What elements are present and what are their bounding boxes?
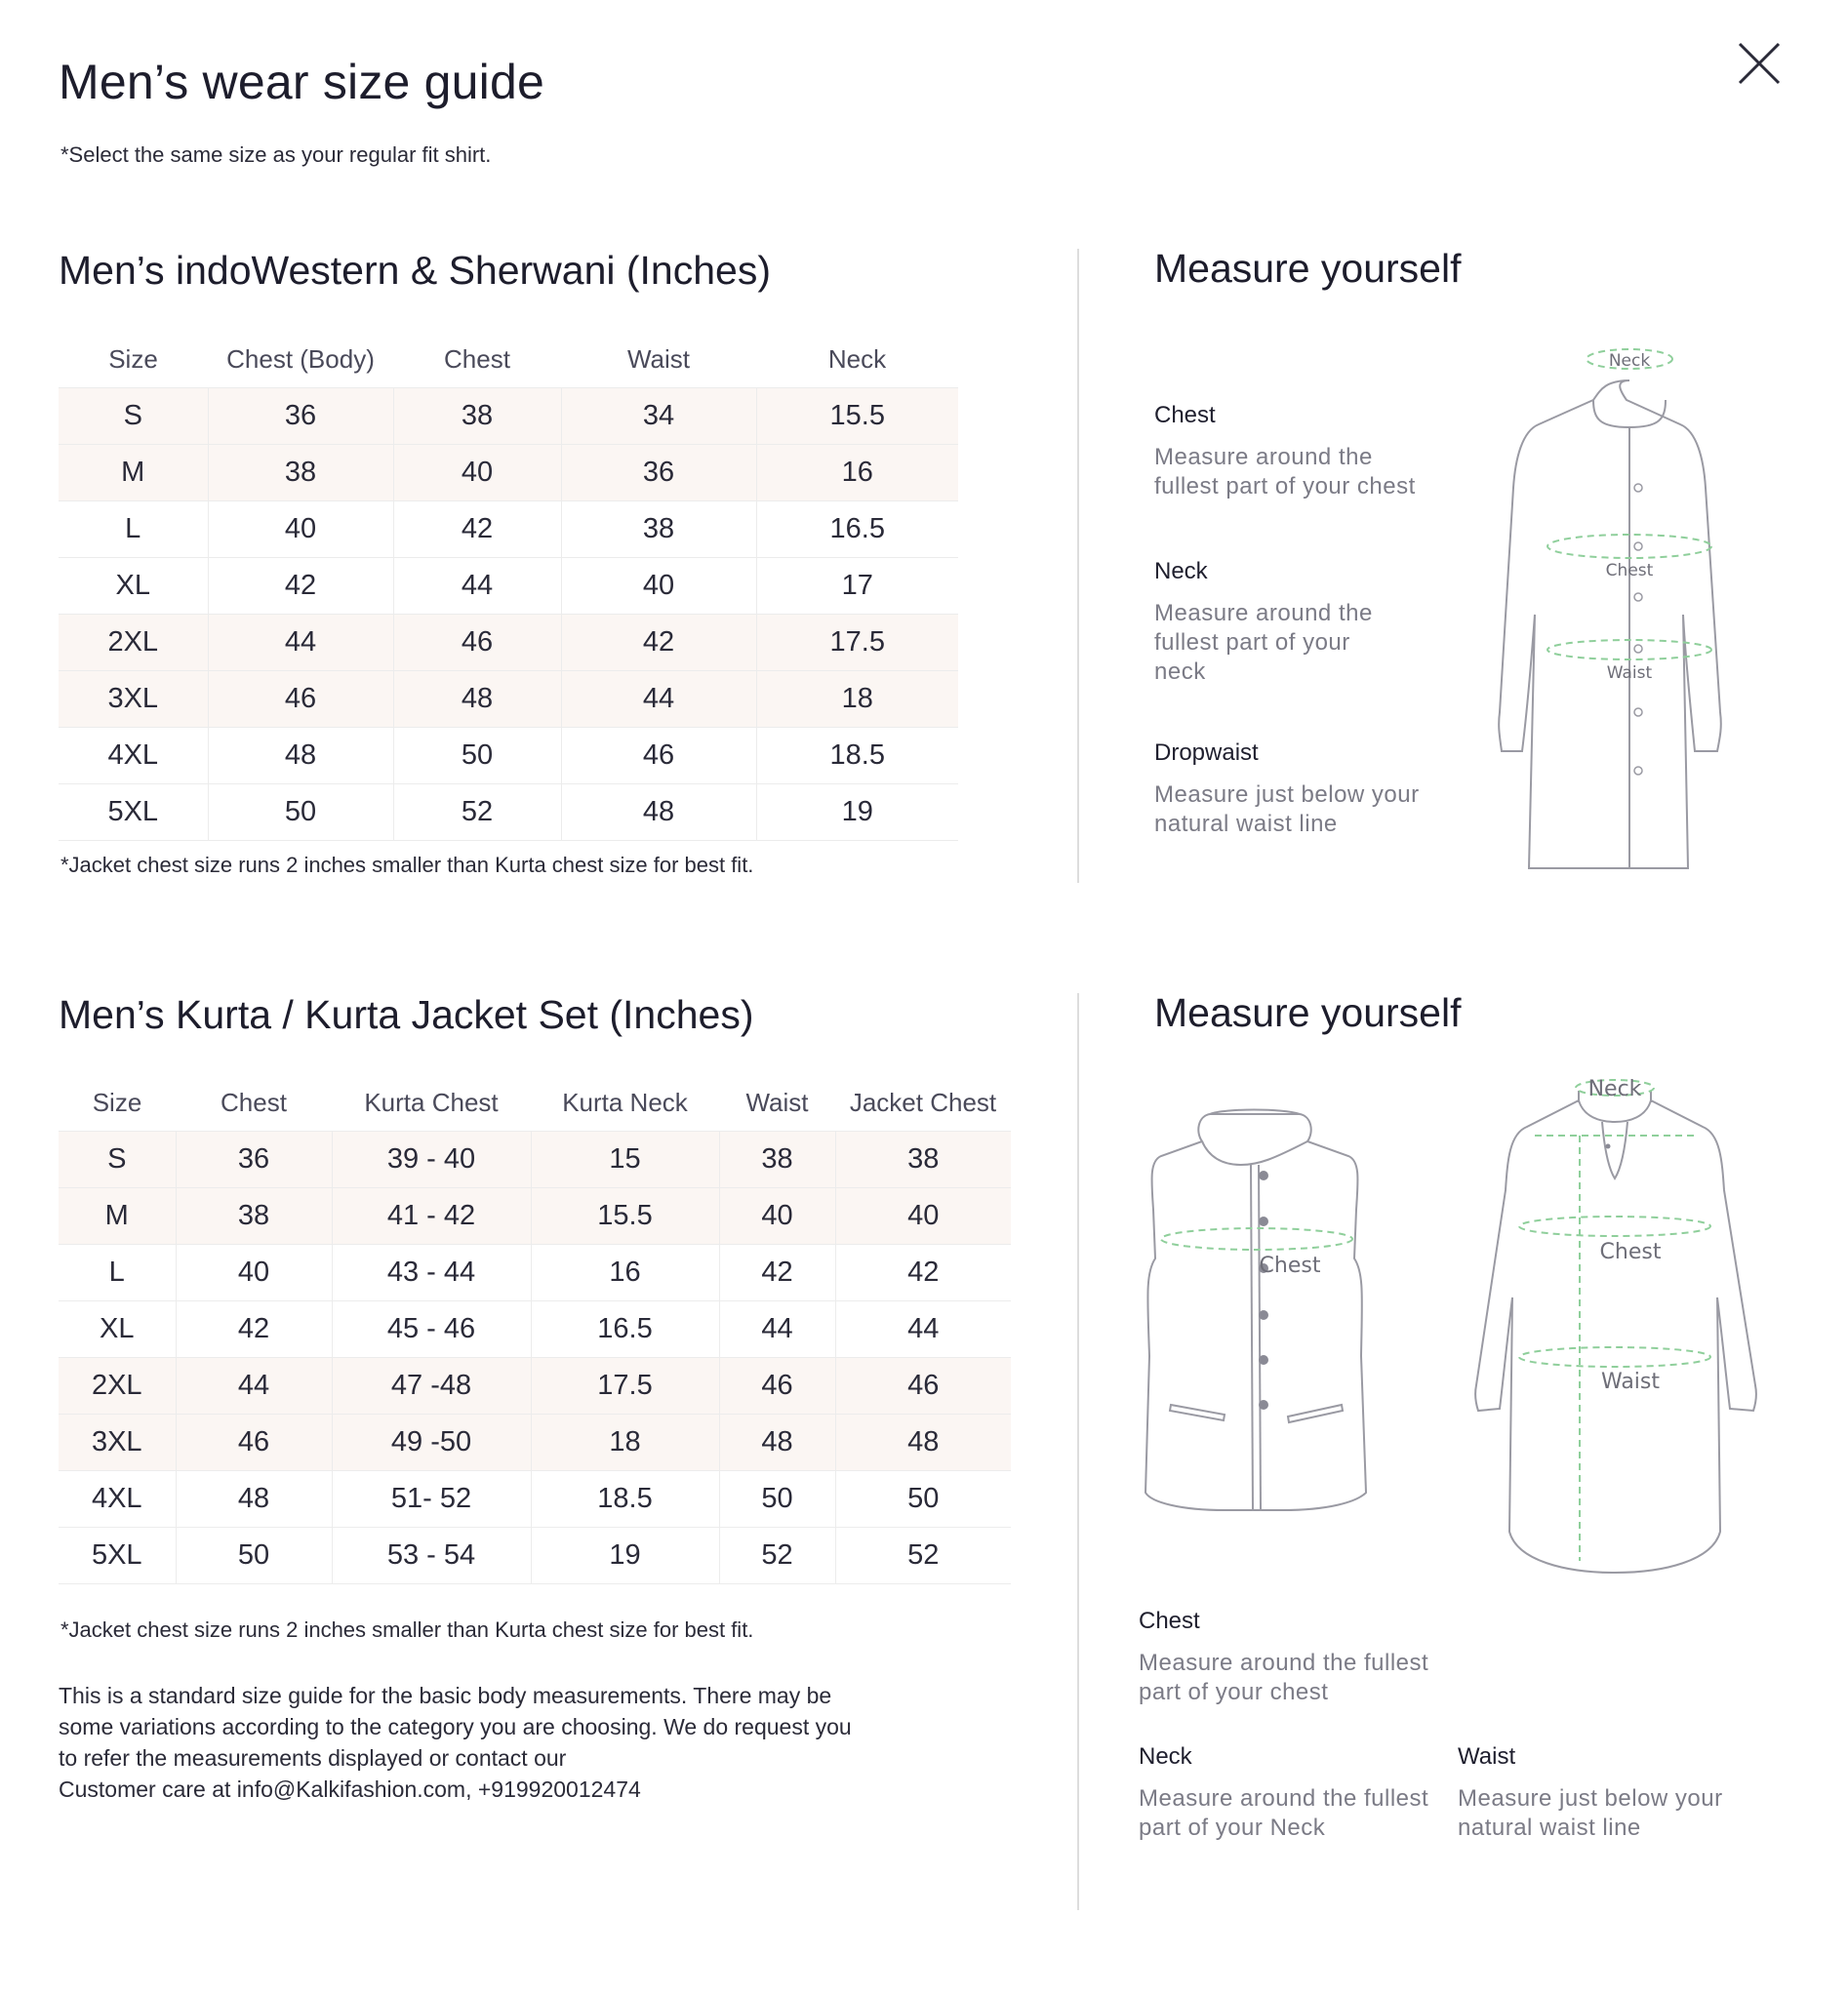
table2-row [59, 1301, 1011, 1358]
jacket-chest-text: Chest [1259, 1254, 1321, 1278]
measure1-chest-label: Chest [1154, 402, 1216, 428]
sherwani-outline [1499, 380, 1721, 868]
table1-value-cell: 42 [393, 501, 561, 558]
table2-size-cell: 5XL [59, 1528, 176, 1584]
table2-size-cell: XL [59, 1301, 176, 1358]
table2-value-cell: 19 [531, 1528, 719, 1584]
table2-value-cell: 45 - 46 [332, 1301, 531, 1358]
table1-header-cell: Size [108, 343, 158, 374]
sherwani-figure [1478, 341, 1786, 878]
table1-size-cell: L [59, 501, 208, 558]
table2-value-cell: 36 [176, 1132, 332, 1188]
table1-header-cell: Waist [626, 343, 691, 374]
measure2-chest-label: Chest [1139, 1608, 1200, 1634]
section1-footnote: *Jacket chest size runs 2 inches smaller than Kurta chest size for best fit. [60, 853, 754, 877]
table2-value-cell: 40 [719, 1188, 835, 1245]
kurta-waist-text: Waist [1600, 1370, 1661, 1394]
kurta-chest-text: Chest [1599, 1240, 1662, 1264]
disclaimer-text: This is a standard size guide for the basic body measurements. There may be some variations according to the category you are choosing. We do request you to refer the measurements displayed or contact our [59, 1683, 852, 1771]
table1-value-cell: 34 [561, 388, 756, 445]
measure2-waist-label: Waist [1458, 1743, 1516, 1770]
table1-header-cell: Chest (Body) [226, 343, 375, 374]
kurta-figure [1468, 1073, 1771, 1580]
table2-row [59, 1471, 1011, 1528]
table1-value-cell: 17 [756, 558, 958, 615]
table1-value-cell: 52 [393, 784, 561, 841]
kurta-chest-line [1519, 1217, 1710, 1236]
table1-value-cell: 36 [561, 445, 756, 501]
table2-size-cell: 2XL [59, 1358, 176, 1415]
table1-value-cell: 16.5 [756, 501, 958, 558]
divider [1077, 249, 1079, 883]
table1-header-cell: Chest [444, 343, 510, 374]
table1-value-cell: 42 [208, 558, 393, 615]
table1-value-cell: 38 [208, 445, 393, 501]
table1-size-cell: 4XL [59, 728, 208, 784]
table2-value-cell: 46 [835, 1358, 1011, 1415]
measure2-chest-desc: Measure around the fullest part of your chest [1139, 1650, 1429, 1705]
close-icon [1735, 39, 1784, 88]
table1-value-cell: 18 [756, 671, 958, 728]
table2-value-cell: 47 -48 [332, 1358, 531, 1415]
divider [1077, 993, 1079, 1910]
table1-size-cell: 3XL [59, 671, 208, 728]
measure1-neck-label: Neck [1154, 558, 1208, 584]
table1-value-cell: 50 [393, 728, 561, 784]
table2-header-cell: Kurta Neck [562, 1087, 688, 1117]
section2-footnote: *Jacket chest size runs 2 inches smaller than Kurta chest size for best fit. [60, 1617, 754, 1642]
table1-value-cell: 36 [208, 388, 393, 445]
table2-value-cell: 42 [719, 1245, 835, 1301]
table2-value-cell: 43 - 44 [332, 1245, 531, 1301]
measure1-dropwaist-desc: Measure just below your natural waist line [1154, 781, 1420, 837]
table2-value-cell: 16.5 [531, 1301, 719, 1358]
table2-value-cell: 46 [176, 1415, 332, 1471]
table1-header-cell: Neck [827, 343, 887, 374]
page-title: Men’s wear size guide [59, 55, 544, 109]
fig1-waist-text: Waist [1606, 663, 1653, 683]
table2-value-cell: 15 [531, 1132, 719, 1188]
table1-value-cell: 40 [208, 501, 393, 558]
table2-header-cell: Kurta Chest [364, 1087, 499, 1117]
table2-size-cell: S [59, 1132, 176, 1188]
table2-value-cell: 41 - 42 [332, 1188, 531, 1245]
table2-value-cell: 40 [176, 1245, 332, 1301]
table1-size-cell: S [59, 388, 208, 445]
table2-value-cell: 53 - 54 [332, 1528, 531, 1584]
table1-value-cell: 42 [561, 615, 756, 671]
table1-value-cell: 19 [756, 784, 958, 841]
table2-value-cell: 40 [835, 1188, 1011, 1245]
table2-header-cell: Jacket Chest [849, 1087, 997, 1117]
table2-value-cell: 50 [835, 1471, 1011, 1528]
table2-value-cell: 44 [835, 1301, 1011, 1358]
kurta-outline [1475, 1100, 1756, 1573]
table2-value-cell: 52 [719, 1528, 835, 1584]
table1-row [59, 388, 958, 445]
table1-value-cell: 50 [208, 784, 393, 841]
size-table-indowestern [59, 331, 958, 841]
table1-size-cell: 5XL [59, 784, 208, 841]
fig1-chest-text: Chest [1605, 561, 1654, 580]
table1-value-cell: 15.5 [756, 388, 958, 445]
table1-row [59, 558, 958, 615]
table2-value-cell: 50 [719, 1471, 835, 1528]
contact-info[interactable]: Customer care at info@Kalkifashion.com, +919920012474 [59, 1776, 641, 1802]
page-subtitle: *Select the same size as your regular fit shirt. [60, 142, 492, 167]
table1-value-cell: 46 [208, 671, 393, 728]
table2-row [59, 1528, 1011, 1584]
table2-value-cell: 42 [176, 1301, 332, 1358]
table2-value-cell: 49 -50 [332, 1415, 531, 1471]
table2-header-cell: Size [92, 1087, 142, 1117]
table1-row [59, 784, 958, 841]
size-table-kurta [59, 1074, 1011, 1584]
table2-value-cell: 51- 52 [332, 1471, 531, 1528]
table1-row [59, 615, 958, 671]
measure1-neck-desc: Measure around the fullest part of your neck [1154, 600, 1373, 685]
table1-value-cell: 44 [208, 615, 393, 671]
table1-row [59, 671, 958, 728]
section2-title: Men’s Kurta / Kurta Jacket Set (Inches) [59, 992, 754, 1037]
section1-title: Men’s indoWestern & Sherwani (Inches) [59, 248, 771, 293]
table1-value-cell: 38 [393, 388, 561, 445]
table2-value-cell: 46 [719, 1358, 835, 1415]
table2-value-cell: 18.5 [531, 1471, 719, 1528]
measure2-title: Measure yourself [1154, 990, 1462, 1035]
table1-value-cell: 48 [393, 671, 561, 728]
table2-value-cell: 42 [835, 1245, 1011, 1301]
table2-value-cell: 17.5 [531, 1358, 719, 1415]
table2-value-cell: 48 [719, 1415, 835, 1471]
table1-value-cell: 48 [561, 784, 756, 841]
table2-size-cell: 4XL [59, 1471, 176, 1528]
jacket-figure [1142, 1102, 1376, 1522]
table2-value-cell: 44 [176, 1358, 332, 1415]
table2-value-cell: 52 [835, 1528, 1011, 1584]
table1-value-cell: 38 [561, 501, 756, 558]
table2-value-cell: 15.5 [531, 1188, 719, 1245]
table2-value-cell: 16 [531, 1245, 719, 1301]
table1-row [59, 728, 958, 784]
table1-row [59, 445, 958, 501]
table2-header-cell: Chest [221, 1087, 287, 1117]
table2-size-cell: M [59, 1188, 176, 1245]
kurta-waist-line [1519, 1347, 1710, 1367]
table1-value-cell: 46 [393, 615, 561, 671]
table1-value-cell: 48 [208, 728, 393, 784]
table1-size-cell: M [59, 445, 208, 501]
measure2-neck-label: Neck [1139, 1743, 1192, 1770]
table2-size-cell: L [59, 1245, 176, 1301]
table1-value-cell: 18.5 [756, 728, 958, 784]
table1-value-cell: 40 [393, 445, 561, 501]
disclaimer [59, 1680, 868, 1805]
table2-header-cell: Waist [745, 1087, 809, 1117]
table2-size-cell: 3XL [59, 1415, 176, 1471]
measure2-neck-desc: Measure around the fullest part of your Neck [1139, 1785, 1429, 1841]
table1-value-cell: 44 [561, 671, 756, 728]
table1-value-cell: 46 [561, 728, 756, 784]
table2-value-cell: 48 [176, 1471, 332, 1528]
table1-value-cell: 16 [756, 445, 958, 501]
measure1-dropwaist-label: Dropwaist [1154, 739, 1259, 766]
table1-size-cell: XL [59, 558, 208, 615]
table1-size-cell: 2XL [59, 615, 208, 671]
table1-row [59, 501, 958, 558]
fig1-neck-text: Neck [1608, 351, 1651, 371]
table2-value-cell: 39 - 40 [332, 1132, 531, 1188]
kurta-neck-text: Neck [1587, 1077, 1642, 1101]
table1-value-cell: 40 [561, 558, 756, 615]
table2-row [59, 1245, 1011, 1301]
measure1-chest-desc: Measure around the fullest part of your chest [1154, 444, 1416, 499]
table2-row [59, 1358, 1011, 1415]
table2-value-cell: 38 [176, 1188, 332, 1245]
table2-row [59, 1188, 1011, 1245]
close-button[interactable] [1735, 39, 1784, 88]
table2-value-cell: 48 [835, 1415, 1011, 1471]
measure1-title: Measure yourself [1154, 246, 1462, 291]
table2-row [59, 1415, 1011, 1471]
jacket-outline [1145, 1114, 1366, 1510]
jacket-collar [1202, 1141, 1307, 1165]
table1-value-cell: 44 [393, 558, 561, 615]
measure2-waist-desc: Measure just below your natural waist line [1458, 1785, 1723, 1841]
table2-value-cell: 18 [531, 1415, 719, 1471]
table2-row [59, 1132, 1011, 1188]
jacket-chest-line [1161, 1228, 1352, 1250]
table1-value-cell: 17.5 [756, 615, 958, 671]
table2-value-cell: 50 [176, 1528, 332, 1584]
table2-value-cell: 38 [719, 1132, 835, 1188]
table2-value-cell: 44 [719, 1301, 835, 1358]
table2-value-cell: 38 [835, 1132, 1011, 1188]
